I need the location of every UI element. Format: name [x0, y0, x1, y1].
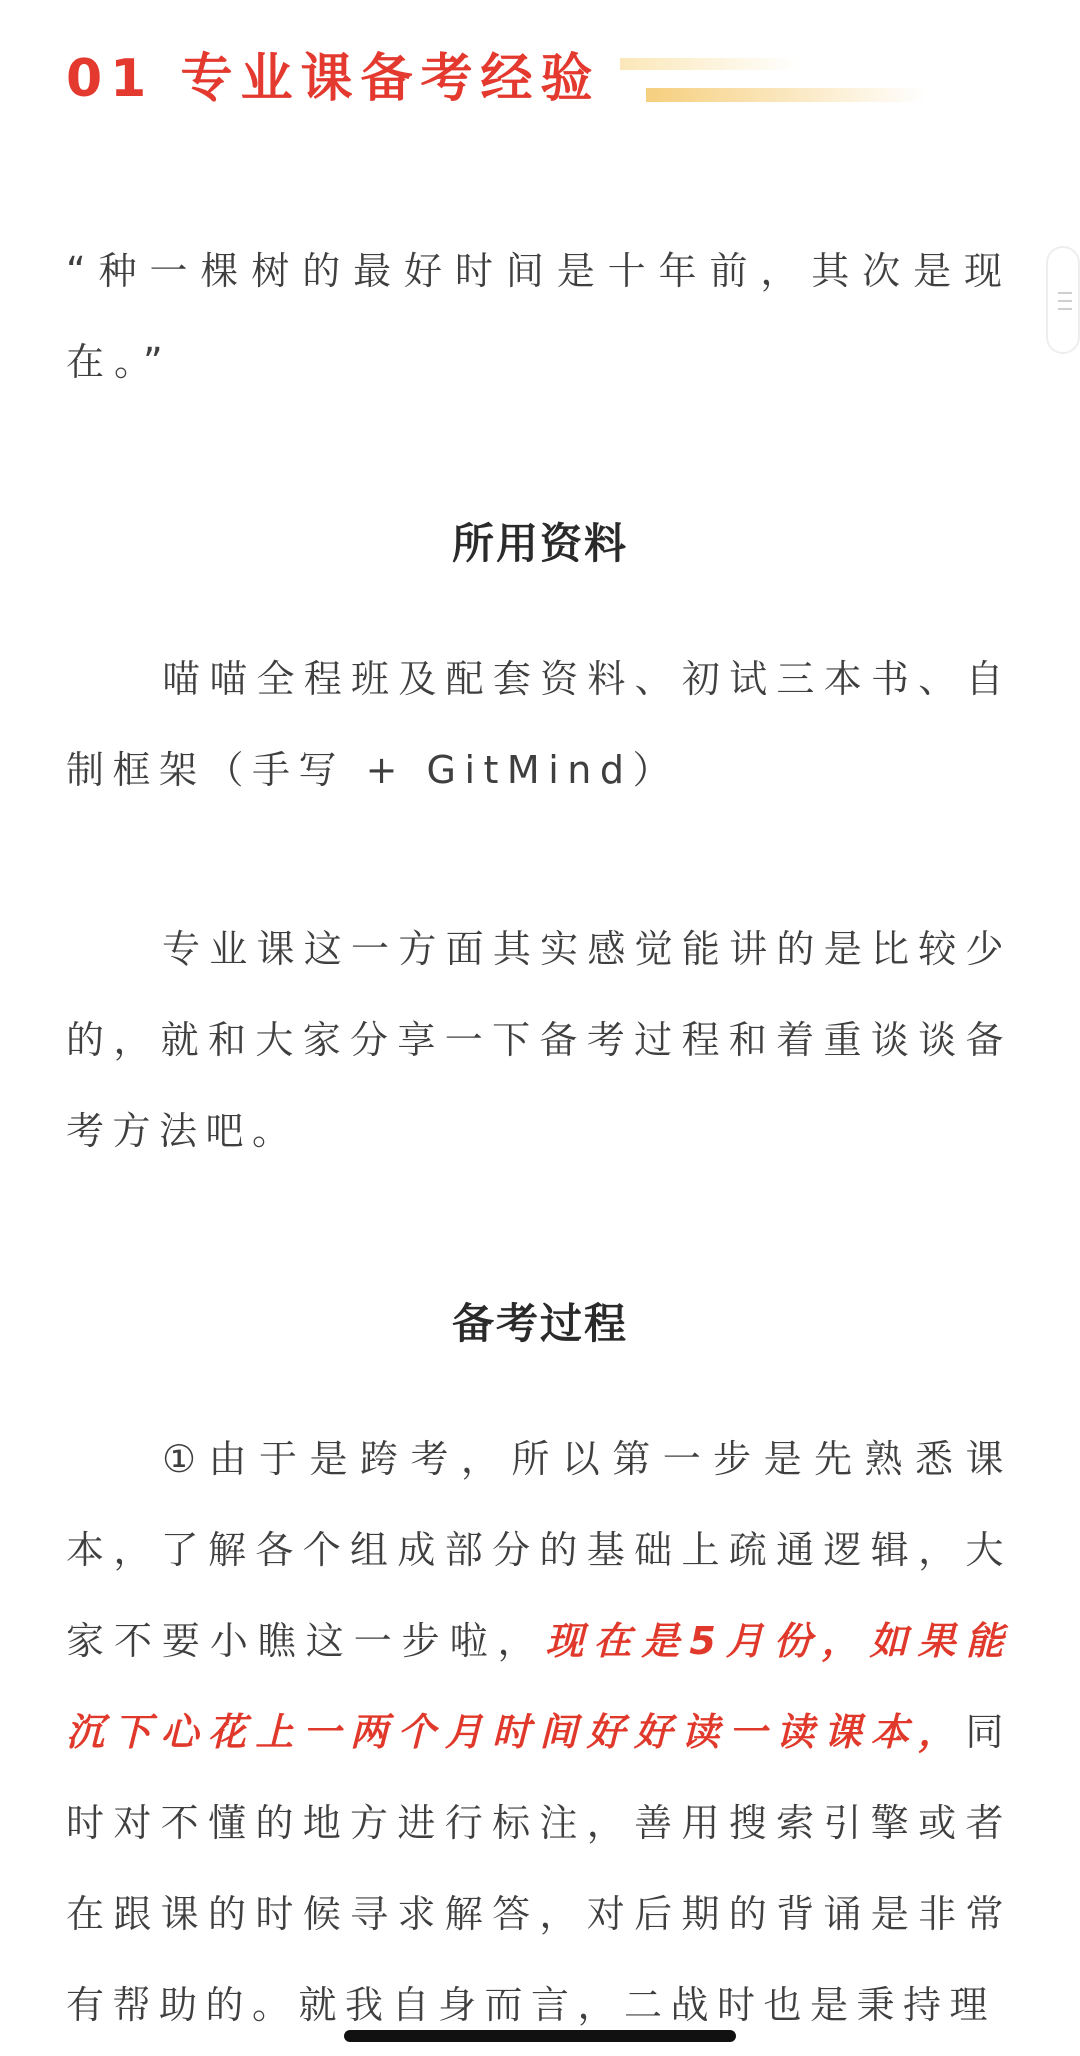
article-header [66, 44, 1026, 124]
title-decoration-stripe [620, 58, 800, 70]
process-text-start: ①由于是跨考，所以第一步是先熟悉课本，了解各个组成部分的基础上疏通逻辑，大家不要小瞧这一步啦， [66, 1437, 1012, 1663]
heading-highlight: 所用资料 [448, 516, 632, 572]
process-heading [0, 1296, 1080, 1352]
title-decoration-stripe [646, 88, 926, 102]
process-paragraph [66, 1414, 1012, 2051]
process-emphasis: 现在是5月份，如果能沉下心花上一两个月时间好好读一读课本， [66, 1619, 1012, 1754]
section-title: 01 专业课备考经验 [66, 49, 601, 109]
scroll-handle-icon[interactable] [1046, 246, 1080, 354]
materials-heading [0, 516, 1080, 572]
intro-paragraph: 专业课这一方面其实感觉能讲的是比较少的，就和大家分享一下备考过程和着重谈谈备考方法吧。 [66, 927, 1012, 1153]
opening-quote: “种一棵树的最好时间是十年前，其次是现在。” [66, 249, 1012, 384]
process-text-end: 同时对不懂的地方进行标注，善用搜索引擎或者在跟课的时候寻求解答，对后期的背诵是非常有帮助的。就我自身而言，二战时也是秉持理 [66, 1710, 1012, 2027]
heading-highlight: 备考过程 [448, 1296, 632, 1352]
materials-paragraph: 喵喵全程班及配套资料、初试三本书、自制框架（手写 + GitMind） [66, 657, 1012, 792]
home-indicator[interactable] [344, 2030, 736, 2042]
